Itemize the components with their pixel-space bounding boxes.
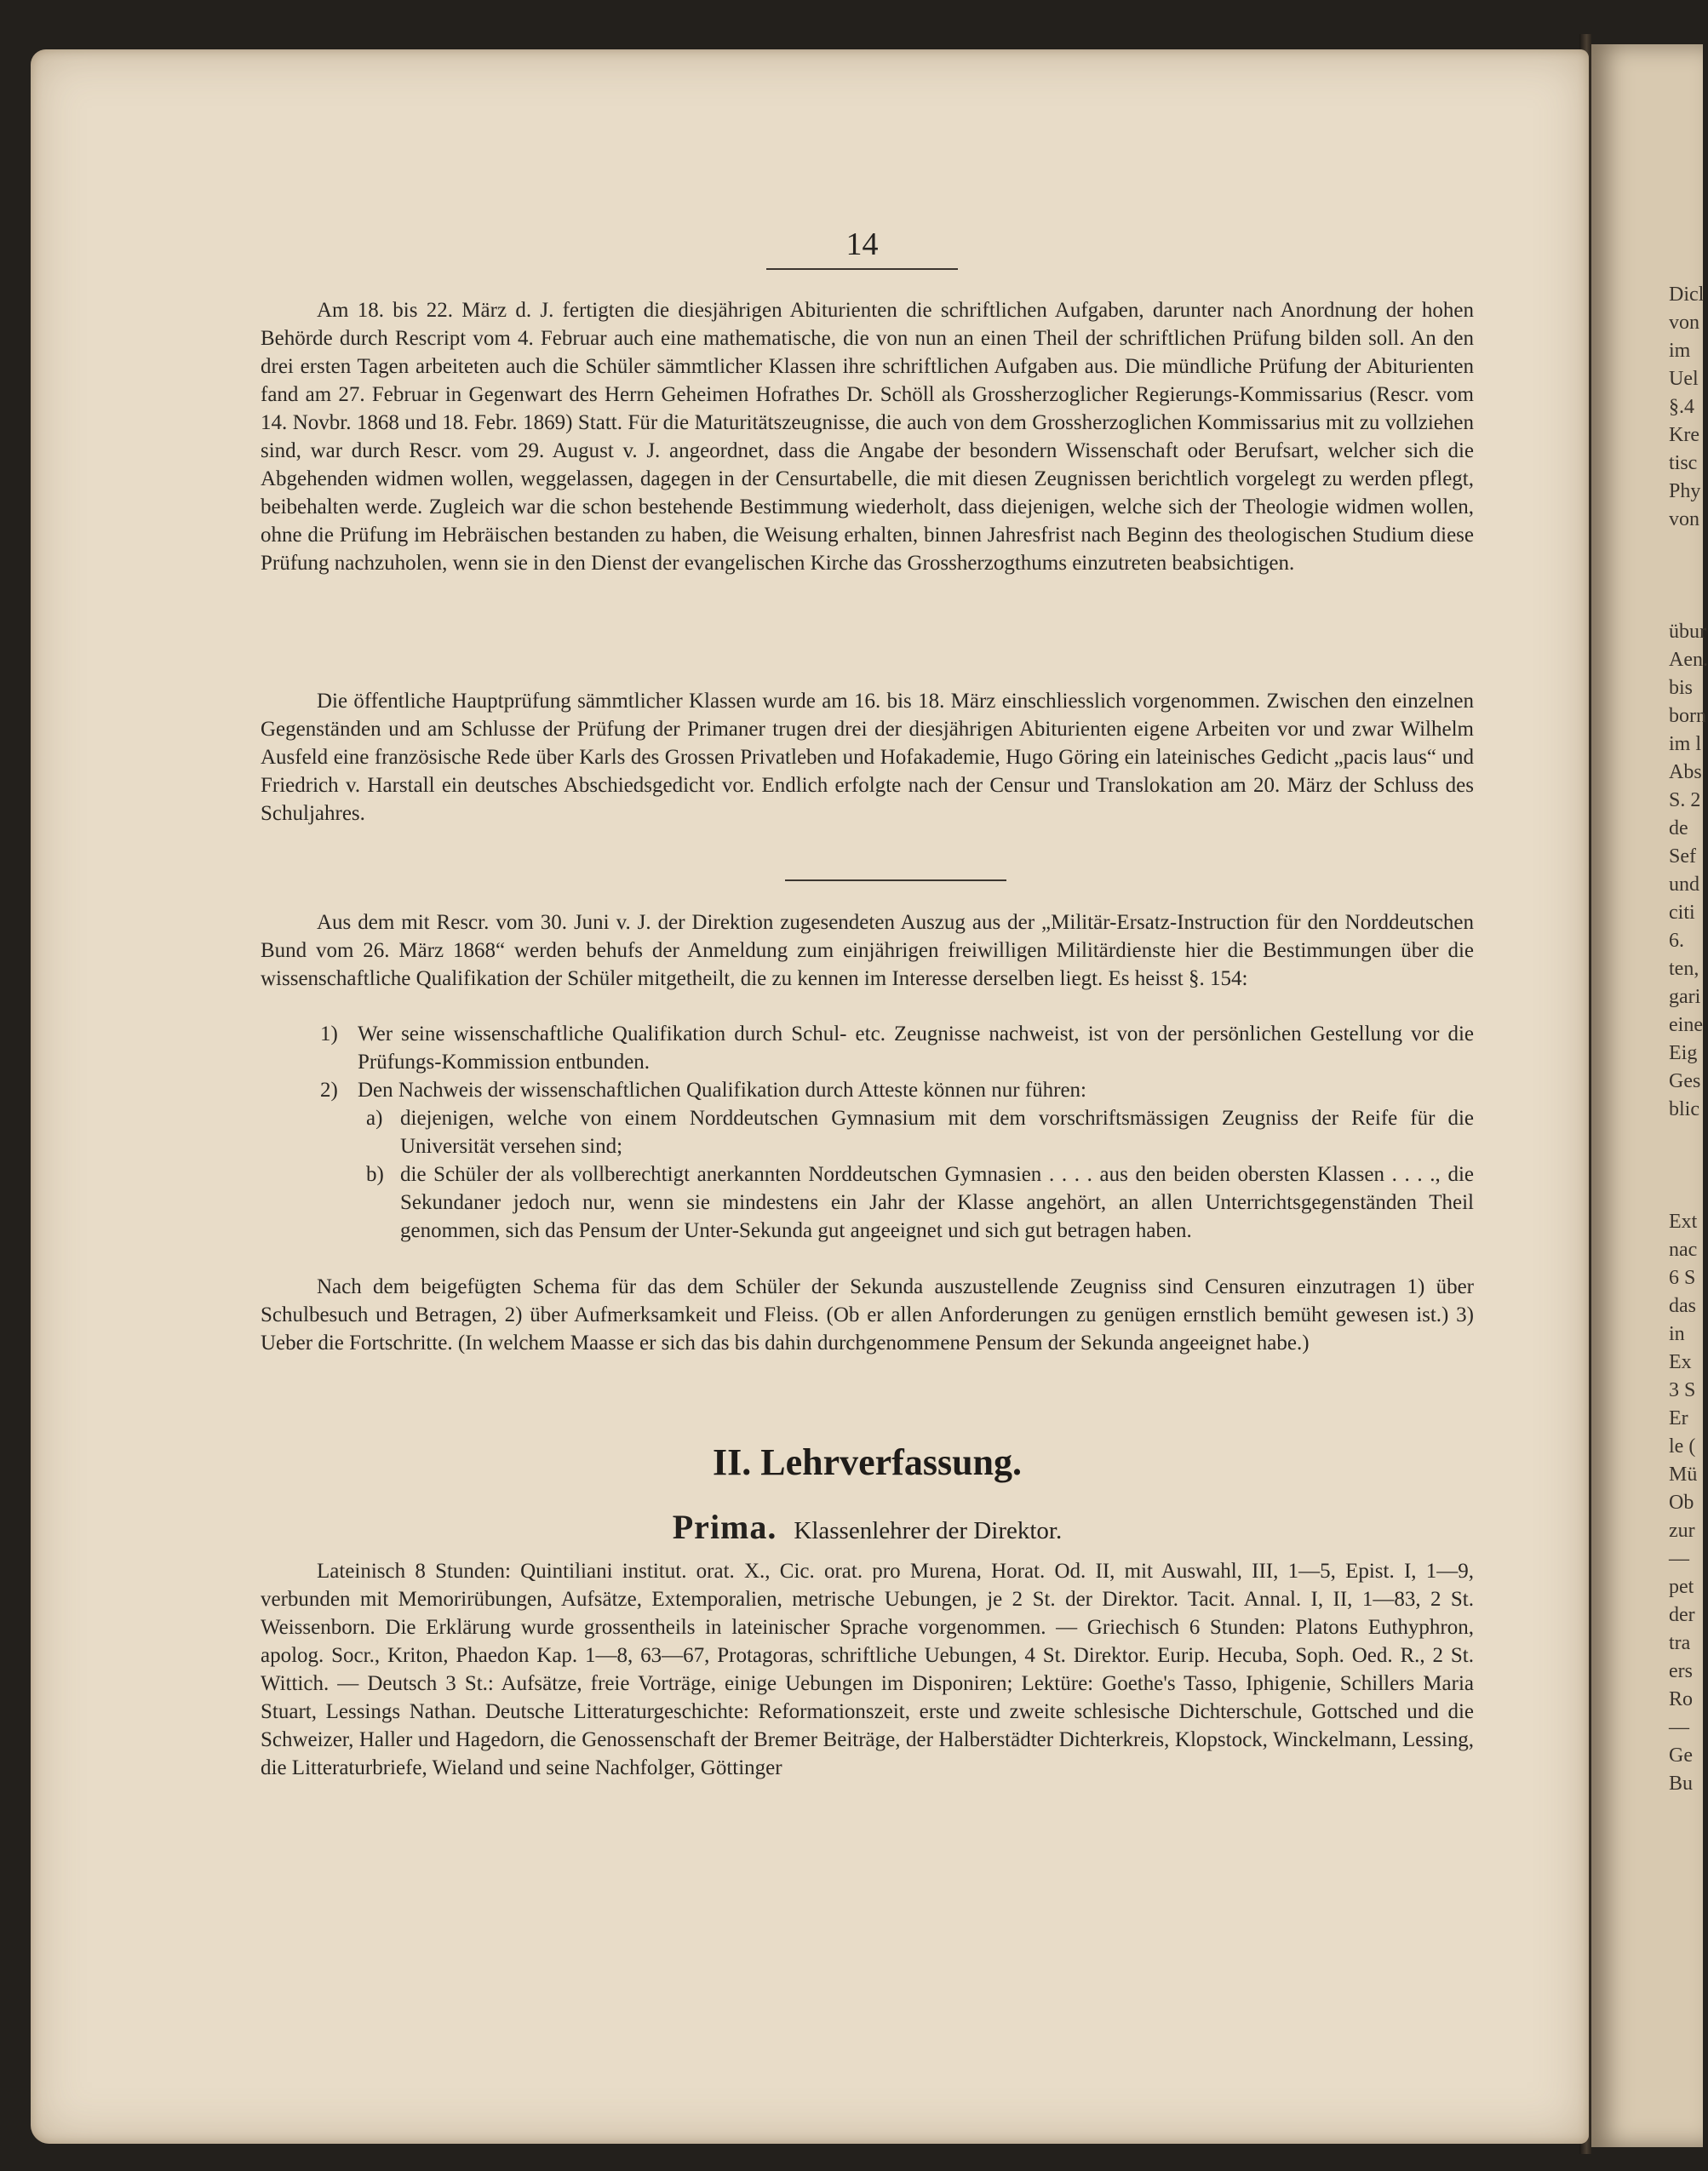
facing-fragment: der [1669,1604,1695,1626]
facing-fragment: Er [1669,1407,1688,1429]
facing-fragment [1669,590,1703,618]
paragraph-hauptpruefung: Die öffentliche Hauptprüfung sämmtlicher Klassen wurde am 16. bis 18. März einschliesslich vorgenommen. Zwischen den einzelnen Gegenständen und am Schlusse der Prüfung der Primaner trugen drei der diesjährigen Abiturienten eigene Arbeiten vor und zwar Wilhelm Ausfeld eine französische Rede über Karls des Grossen Privatleben und Hofakademie, Hugo Göring ein lateinisches Gedicht „pacis laus“ und Friedrich v. Harstall ein deutsches Abschiedsgedicht vor. Endlich erfolgte nach der Censur und Translokation am 20. März der Schluss des Schuljahres. [261,690,1474,825]
paragraph-schema: Nach dem beigefügten Schema für das dem Schüler der Sekunda auszustellende Zeugniss sind Censuren einzutragen 1) über Schulbesuch und Betragen, 2) über Aufmerksamkeit und Fleiss. (Ob er allen Anforderungen zu genügen ernstlich bemüht gewesen ist.) 3) Ueber die Fortschritte. (In welchem Maasse er sich das bis dahin durchgenommene Pensum der Sekunda angeeignet habe.) [261,1275,1474,1355]
list-item-1 [320,1020,1474,1076]
facing-fragment: im [1669,340,1691,362]
facing-fragment [1669,1124,1703,1152]
list-item-2 [320,1076,1474,1104]
facing-fragment: 6 S [1669,1267,1696,1289]
facing-fragment: pet [1669,1576,1694,1598]
facing-fragment: übur [1669,621,1706,643]
facing-fragment: citi [1669,902,1695,924]
paragraph-abitur: Am 18. bis 22. März d. J. fertigten die diesjährigen Abiturienten die schriftlichen Aufgaben, darunter nach Anordnung der hohen Behörde durch Rescript vom 4. Februar auch eine mathematische, die von nun an einen Theil der schriftlichen Prüfung bilden soll. An den drei ersten Tagen arbeiteten auch die Schüler sämmtlicher Klassen ihre schriftlichen Aufgaben aus. Die mündliche Prüfung der Abiturienten fand am 27. Februar in Gegenwart des Herrn Geheimen Hofrathes Dr. Schöll als Grossherzoglicher Regierungs-Kommissarius (Rescr. vom 14. Novbr. 1868 und 18. Febr. 1869) Statt. Für die Maturitätszeugnisse, die auch von dem Grossherzoglichen Kommissarius mit zu vollziehen sind, war durch Rescr. vom 29. August v. J. angeordnet, dass die Angabe der besondern Wissenschaft oder Berufsart, welcher sich die Abgehenden widmen wollen, weggelassen, dagegen in der Censurtabelle, die mit diesen Zeugnissen berichtlich vorgelegt zu werden pflegt, beibehalten werde. Zugleich war die schon bestehende Bestimmung wiederholt, dass diejenigen, welche sich der Theologie widmen wollen, ohne die Prüfung im Hebräischen bestanden zu haben, die Weisung erhalten, binnen Jahresfrist nach Beginn des theologischen Studium diese Prüfung nachzuholen, wenn sie in den Dienst der evangelischen Kirche das Grossherzogthums einzutreten beabsichtigen. [261,299,1474,575]
facing-fragment: Ex [1669,1351,1692,1373]
list-item-2a [366,1104,1474,1160]
list-text: die Schüler der als vollberechtigt anerkannten Norddeutschen Gymnasien . . . . aus den beiden obersten Klassen . . . ., die Sekundaner jedoch nur, wenn sie mindestens ein Jahr der Klasse angehört, an allen Unterrichtsgegenständen Theil genommen, sich das Pensum der Unter-Sekunda gut angeeignet und sich gut betragen haben. [400,1163,1474,1242]
facing-fragment: im l [1669,733,1702,755]
page-number: 14 [766,226,958,270]
facing-fragment: Ge [1669,1744,1693,1767]
facing-fragment: Ob [1669,1492,1694,1514]
facing-fragment: Eig [1669,1042,1698,1064]
facing-fragment: de [1669,817,1688,839]
facing-fragment: gari [1669,986,1701,1008]
section-heading: II. Lehrverfassung. [712,1441,1023,1483]
list-label: a) [366,1107,383,1130]
facing-fragment: in [1669,1323,1685,1345]
subheading [261,1507,1474,1547]
facing-fragment: Bu [1669,1773,1694,1795]
facing-fragment: blic [1669,1098,1699,1120]
facing-fragment: Uel [1669,368,1699,390]
facing-fragment: le ( [1669,1435,1696,1458]
facing-fragment: und [1669,874,1699,896]
list-label: b) [366,1163,384,1186]
facing-fragment: ten, [1669,958,1699,980]
facing-fragment: Mü [1669,1464,1698,1486]
facing-fragment: von [1669,312,1699,334]
facing-fragment: born [1669,705,1706,727]
facing-fragment: nac [1669,1239,1698,1261]
paragraph-prima: Lateinisch 8 Stunden: Quintiliani institut. orat. X., Cic. orat. pro Murena, Horat. Od. II, mit Auswahl, III, 1—5, Epist. I, 1—9, verbunden mit Memorirübungen, Aufsätze, Extemporalien, metrische Uebungen, je 2 St. der Direktor. Tacit. Annal. I, II, 1—83, 2 St. Weissenborn. Die Erklärung wurde grossentheils in lateinischer Sprache vorgenommen. — Griechisch 6 Stunden: Platons Euthyphron, apolog. Socr., Kriton, Phaedon Kap. 1—8, 63—67, Protagoras, schriftliche Uebungen, 4 St. Direktor. Eurip. Hecuba, Soph. Oed. R., 2 St. Wittich. — Deutsch 3 St.: Aufsätze, freie Vorträge, einige Uebungen im Disponiren; Lektüre: Goethe's Tasso, Iphigenie, Schillers Maria Stuart, Lessings Nathan. Deutsche Litteraturgeschichte: Reformationszeit, erste und zweite schlesische Dichterschule, Gottsched und die Schweizer, Haller und Hagedorn, die Genossenschaft der Bremer Beiträge, der Halberstädter Dichterkreis, Klopstock, Winckelmann, Lessing, die Litteraturbriefe, Wieland und seine Nachfolger, Göttinger [261,1560,1474,1779]
facing-fragment: Abs [1669,761,1702,783]
facing-fragment: 6. [1669,930,1684,952]
facing-fragment: ers [1669,1660,1693,1682]
facing-fragment: 3 S [1669,1379,1696,1401]
list-text: Den Nachweis der wissenschaftlichen Qualifikation durch Atteste können nur führen: [358,1079,1086,1102]
subheading-title: Prima. [672,1508,777,1546]
facing-fragment: Dicl [1669,284,1705,306]
facing-fragment: eine [1669,1014,1703,1036]
facing-fragment [1669,534,1703,562]
facing-fragment: — [1669,1716,1689,1739]
facing-fragment: — [1669,1548,1689,1570]
list-text: Wer seine wissenschaftliche Qualifikation durch Schul- etc. Zeugnisse nachweist, ist von der persönlichen Gestellung vor die Prüfungs-Kommission entbunden. [358,1022,1474,1074]
facing-fragment: Ext [1669,1211,1698,1233]
facing-fragment: tra [1669,1632,1691,1654]
subheading-text: Klassenlehrer der Direktor. [794,1517,1063,1544]
list-label: 2) [320,1079,338,1102]
facing-fragment [1669,562,1703,590]
list-label: 1) [320,1022,338,1045]
facing-fragment: §.4 [1669,396,1694,418]
facing-fragment [1669,1152,1703,1180]
section-divider [785,879,1006,881]
facing-fragment: Ges [1669,1070,1701,1092]
facing-fragment: Ro [1669,1688,1694,1710]
facing-fragment: Phy [1669,480,1701,502]
facing-fragment: von [1669,508,1699,530]
facing-page-text [1669,281,1708,1798]
facing-fragment: das [1669,1295,1696,1317]
facing-fragment: Kre [1669,424,1699,446]
facing-fragment [1669,1180,1703,1208]
list-text: diejenigen, welche von einem Norddeutschen Gymnasium mit dem vorschriftsmässigen Zeugniss der Reife für die Universität versehen sind; [400,1107,1474,1158]
facing-fragment: zur [1669,1520,1695,1542]
facing-fragment: bis [1669,677,1694,699]
facing-fragment: S. 2 [1669,789,1701,811]
facing-fragment: Aen. [1669,649,1708,671]
facing-fragment: tisc [1669,452,1698,474]
list-item-2b [366,1160,1474,1245]
paragraph-militaer-intro: Aus dem mit Rescr. vom 30. Juni v. J. der Direktion zugesendeten Auszug aus der „Militär-Ersatz-Instruction für den Norddeutschen Bund vom 26. März 1868“ werden behufs der Anmeldung zum einjährigen freiwilligen Militärdienste hier die Bestimmungen über die wissenschaftliche Qualifikation der Schüler mitgetheilt, die zu kennen im Interesse derselben liegt. Es heisst §. 154: [261,911,1474,990]
facing-fragment: Sef [1669,845,1696,868]
